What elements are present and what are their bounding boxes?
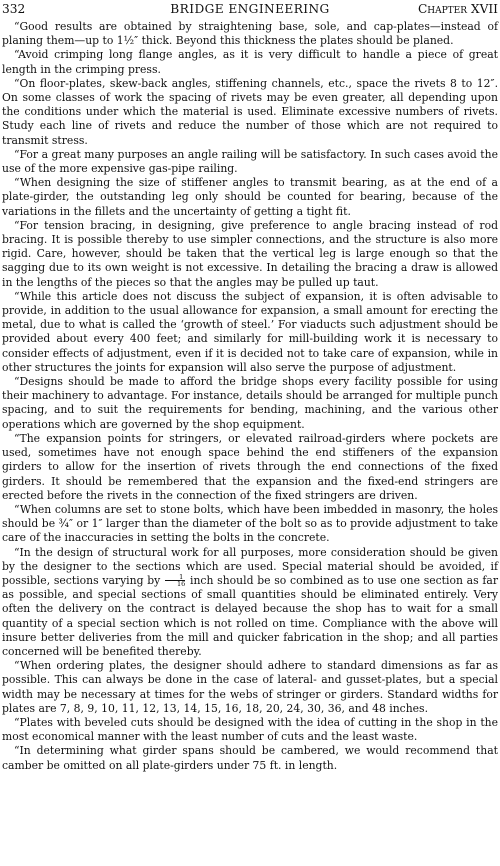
paragraph: “While this article does not discuss the subject of expansion, it is often advisable to provide, in addition to the usual allowance for expansion, a small amount for erecting the metal, due to what is called the ‘growth of steel.’ For viaducts such adjustment should be provided about every 400 feet; and similarly for mill-building work it is necessary to consider effects of adjustment, even if it is decided not to take care of expansion, while in other structures the joints for expansion will also serve the purpose of adjustment. [2, 289, 498, 374]
paragraph [2, 546, 498, 660]
fraction-denominator: 16 [177, 580, 186, 589]
paragraph: “In determining what girder spans should be cambered, we would recommend that camber be omitted on all plate-girders under 75 ft. in length. [2, 744, 498, 772]
page-number: 332 [2, 2, 26, 16]
paragraph: “For tension bracing, in designing, give preference to angle bracing instead of rod bracing. It is possible thereby to use simpler connections, and the structure is also more rigid. Care, however, should be taken that the vertical leg is large enough so that the sagging due to its own weight is not excessive. In detailing the bracing a draw is allowed in the lengths of the pieces so that the angles may be pulled up taut. [2, 218, 498, 289]
paragraph-text: “In the design of structural work for all purposes, more consideration should be given by the designer to the sections which are used. Special material should be avoided, if possible, sections varying by [2, 545, 498, 587]
paragraph: “Plates with beveled cuts should be designed with the idea of cutting in the shop in the most economical manner with the least number of cuts and the least waste. [2, 715, 498, 744]
body-text [2, 20, 498, 866]
paragraph: “Avoid crimping long flange angles, as it is very difficult to handle a piece of great length in the crimping press. [2, 48, 498, 76]
chapter-label: Chapter XVII [417, 2, 498, 16]
paragraph: “When designing the size of stiffener angles to transmit bearing, as at the end of a plate-girder, the outstanding leg only should be counted for bearing, because of the variations in the fillets and the uncertainty of getting a tight fit. [2, 176, 498, 218]
running-header [2, 0, 498, 18]
paragraph: “When ordering plates, the designer should adhere to standard dimensions as far as possible. This can always be done in the case of lateral- and gusset-plates, but a special width may be necessary at times for the webs of stringer or girders. Standard widths for plates are 7, 8, 9, 10, 11, 12, 13, 14, 15, 16, 18, 20, 24, 30, 36, and 48 inches. [2, 659, 498, 715]
paragraph: “For a great many purposes an angle railing will be satisfactory. In such cases avoid the use of the more expensive gas-pipe railing. [2, 147, 498, 176]
fraction [165, 574, 185, 587]
paragraph: “The expansion points for stringers, or elevated railroad-girders where pockets are used, sometimes have not enough space behind the end stiffeners of the expansion girders to allow for the insertion of rivets through the end connections of the fixed girders. It should be remembered that the expansion and the fixed-end stringers are erected before the rivets in the connection of the fixed stringers are driven. [2, 431, 498, 502]
paragraph-text: inch should be so combined as to use one section as far as possible, and special sections of small quantities should be eliminated entirely. Very often the delivery on the contract is delayed because the shop has to wait for a small quantity of a special section which is not rolled on time. Compliance with the above will insure better deliveries from the mill and quicker fabrication in the shop; and all parties concerned will be benefited thereby. [2, 573, 498, 658]
paragraph: “Good results are obtained by straightening base, sole, and cap-plates—instead of planing them—up to 1½″ thick. Beyond this thickness the plates should be planed. [2, 20, 498, 48]
fraction-numerator: 1 [165, 574, 185, 581]
running-title: BRIDGE ENGINEERING [170, 2, 330, 16]
paragraph: “On floor-plates, skew-back angles, stiffening channels, etc., space the rivets 8 to 12″. On some classes of work the spacing of rivets may be even greater, all depending upon the conditions under which the material is used. Eliminate excessive numbers of rivets. Study each line of rivets and reduce the number of those which are not required to transmit stress. [2, 76, 498, 147]
paragraph: “Designs should be made to afford the bridge shops every facility possible for using their machinery to advantage. For instance, details should be arranged for multiple punch spacing, and to suit the requirements for bending, machining, and the various other operations which are governed by the shop equipment. [2, 375, 498, 431]
paragraph: “When columns are set to stone bolts, which have been imbedded in masonry, the holes should be ¾″ or 1″ larger than the diameter of the bolt so as to provide adjustment to take care of the inaccuracies in setting the bolts in the concrete. [2, 502, 498, 545]
